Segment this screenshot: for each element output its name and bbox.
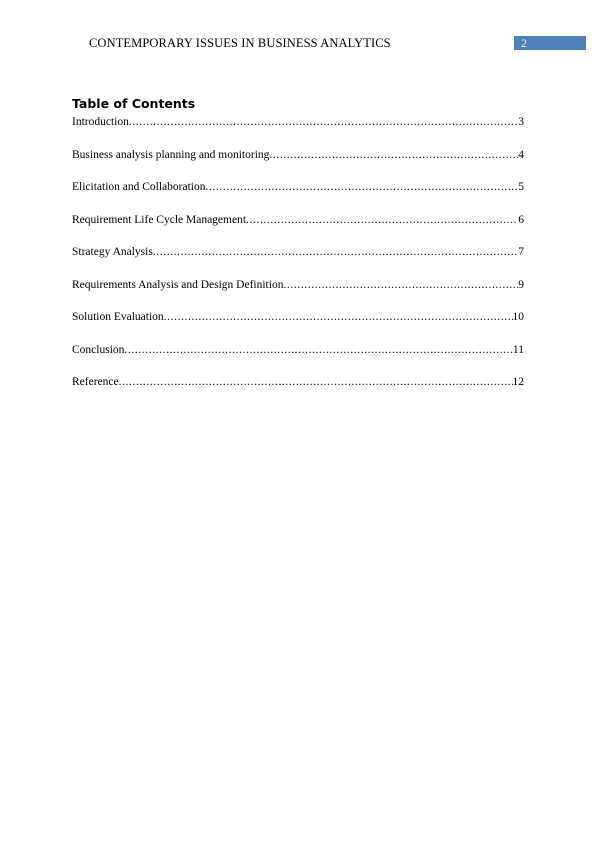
toc-entry-page: 3 — [518, 116, 524, 128]
toc-entry-label: Business analysis planning and monitoring — [72, 148, 270, 161]
dot-leader — [124, 343, 513, 357]
toc-entry-page: 11 — [512, 343, 524, 356]
toc-entry-elicitation-collaboration[interactable] — [72, 180, 524, 213]
dot-leader — [269, 148, 518, 162]
toc-entry-requirement-life-cycle[interactable] — [72, 213, 524, 246]
toc-entry-label: Solution Evaluation — [72, 311, 164, 323]
dot-leader — [164, 310, 513, 324]
dot-leader — [129, 115, 518, 129]
toc-entry-reference[interactable] — [72, 375, 524, 408]
toc-entry-requirements-analysis-design[interactable] — [72, 278, 524, 311]
toc-entry-page: 4 — [518, 148, 524, 161]
toc-entry-page: 7 — [518, 246, 524, 258]
toc-entry-label: Strategy Analysis — [72, 246, 153, 258]
toc-entry-page: 5 — [518, 181, 524, 193]
toc-entry-strategy-analysis[interactable] — [72, 245, 524, 278]
toc-heading: Table of Contents — [72, 96, 196, 111]
page-number-badge: 2 — [514, 36, 586, 50]
toc-entry-page: 6 — [518, 213, 524, 226]
toc-entry-solution-evaluation[interactable] — [72, 310, 524, 343]
toc-entry-introduction[interactable] — [72, 115, 524, 148]
dot-leader — [153, 245, 518, 259]
toc-entry-conclusion[interactable] — [72, 343, 524, 376]
dot-leader — [206, 180, 519, 194]
toc-entry-label: Introduction — [72, 116, 129, 128]
toc-entry-page: 12 — [512, 376, 524, 388]
toc-entry-page: 9 — [518, 278, 524, 291]
dot-leader — [246, 213, 518, 227]
toc-entry-planning-monitoring[interactable] — [72, 148, 524, 181]
toc-entry-label: Requirement Life Cycle Management — [72, 213, 247, 226]
running-header-title: CONTEMPORARY ISSUES IN BUSINESS ANALYTICS — [89, 36, 391, 50]
toc-entry-label: Conclusion — [72, 343, 125, 356]
dot-leader — [119, 375, 513, 389]
toc-entry-page: 10 — [512, 311, 524, 323]
toc-entry-label: Reference — [72, 376, 119, 388]
dot-leader — [283, 278, 518, 292]
toc-entry-label: Elicitation and Collaboration — [72, 181, 206, 193]
table-of-contents — [72, 115, 524, 408]
toc-entry-label: Requirements Analysis and Design Definition — [72, 278, 284, 291]
